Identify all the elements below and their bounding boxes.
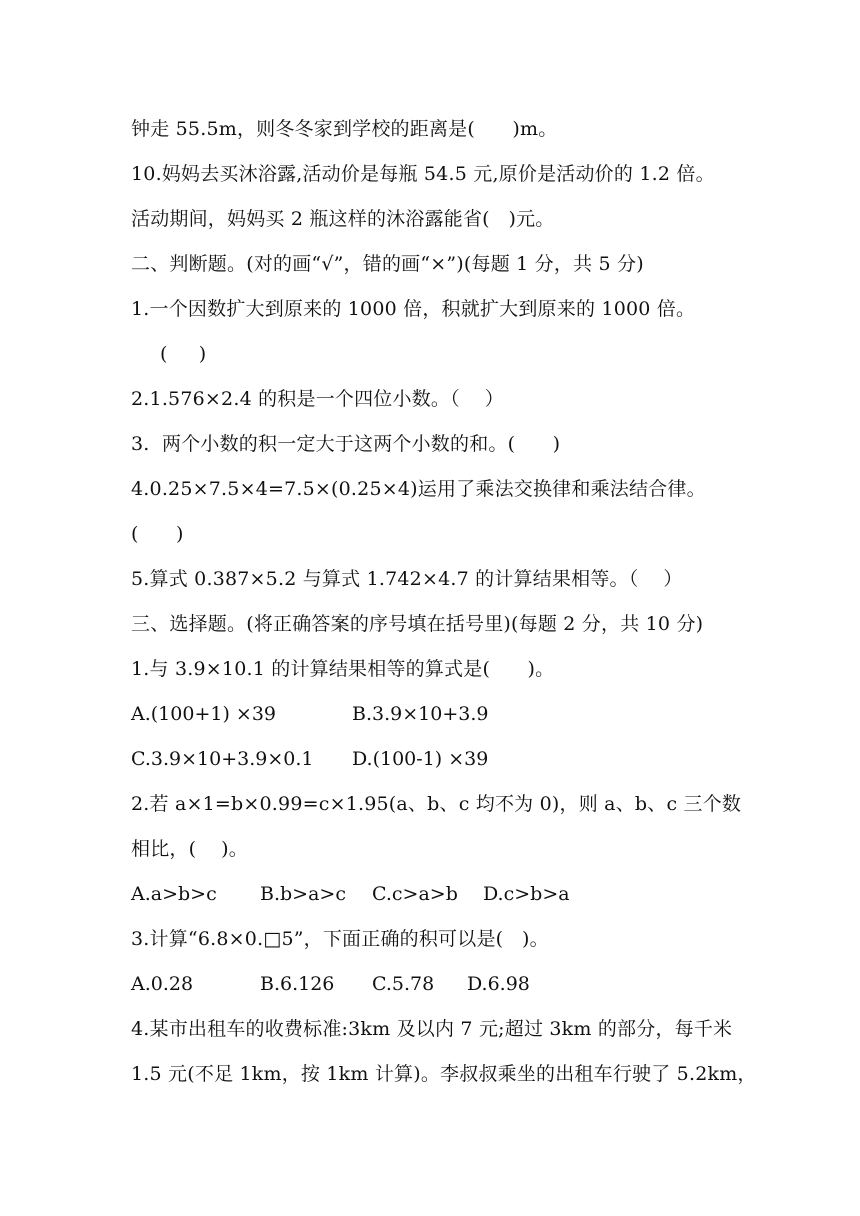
choice-q1-option-c: C.3.9×10+3.9×0.1: [131, 748, 314, 770]
choice-q2-option-d: D.c>b>a: [483, 883, 570, 905]
q9-continuation: 钟走 55.5m，则冬冬家到学校的距离是( )m。: [131, 118, 558, 140]
judge-q1: 1.一个因数扩大到原来的 1000 倍，积就扩大到原来的 1000 倍。: [131, 298, 696, 320]
q10-line-2: 活动期间，妈妈买 2 瓶这样的沐浴露能省( )元。: [131, 208, 555, 230]
judge-q4-blank: ( ): [131, 523, 184, 545]
q10-line-1: 10.妈妈去买沐浴露,活动价是每瓶 54.5 元,原价是活动价的 1.2 倍。: [131, 163, 715, 185]
choice-q3-option-a: A.0.28: [131, 973, 194, 995]
judge-q3: 3. 两个小数的积一定大于这两个小数的和。( ): [131, 433, 561, 455]
judge-q5: 5.算式 0.387×5.2 与算式 1.742×4.7 的计算结果相等。（ ）: [131, 568, 683, 590]
choice-q1-option-d: D.(100-1) ×39: [352, 748, 489, 770]
choice-q2-option-a: A.a>b>c: [131, 883, 217, 905]
judge-q1-blank: ( ): [160, 343, 207, 365]
choice-q3-option-c: C.5.78: [372, 973, 435, 995]
choice-q3-option-d: D.6.98: [467, 973, 530, 995]
section-2-heading: 二、判断题。(对的画“√”，错的画“×”)(每题 1 分，共 5 分): [131, 253, 644, 275]
choice-q4-line-2: 1.5 元(不足 1km，按 1km 计算)。李叔叔乘坐的出租车行驶了 5.2km，: [131, 1063, 757, 1085]
judge-q2: 2.1.576×2.4 的积是一个四位小数。（ ）: [131, 388, 504, 410]
choice-q3: 3.计算“6.8×0.□5”，下面正确的积可以是( )。: [131, 928, 549, 950]
choice-q1: 1.与 3.9×10.1 的计算结果相等的算式是( )。: [131, 658, 555, 680]
choice-q4-line-1: 4.某市出租车的收费标准:3km 及以内 7 元;超过 3km 的部分，每千米: [131, 1018, 733, 1040]
choice-q1-option-b: B.3.9×10+3.9: [352, 703, 489, 725]
choice-q2-line-1: 2.若 a×1=b×0.99=c×1.95(a、b、c 均不为 0)，则 a、b、c 三个数: [131, 793, 742, 815]
choice-q3-option-b: B.6.126: [260, 973, 335, 995]
choice-q2-line-2: 相比，( )。: [131, 838, 248, 860]
choice-q2-option-c: C.c>a>b: [372, 883, 458, 905]
section-3-heading: 三、选择题。(将正确答案的序号填在括号里)(每题 2 分，共 10 分): [131, 613, 704, 635]
choice-q2-option-b: B.b>a>c: [260, 883, 346, 905]
judge-q4: 4.0.25×7.5×4=7.5×(0.25×4)运用了乘法交换律和乘法结合律。: [131, 478, 706, 500]
choice-q1-option-a: A.(100+1) ×39: [131, 703, 276, 725]
